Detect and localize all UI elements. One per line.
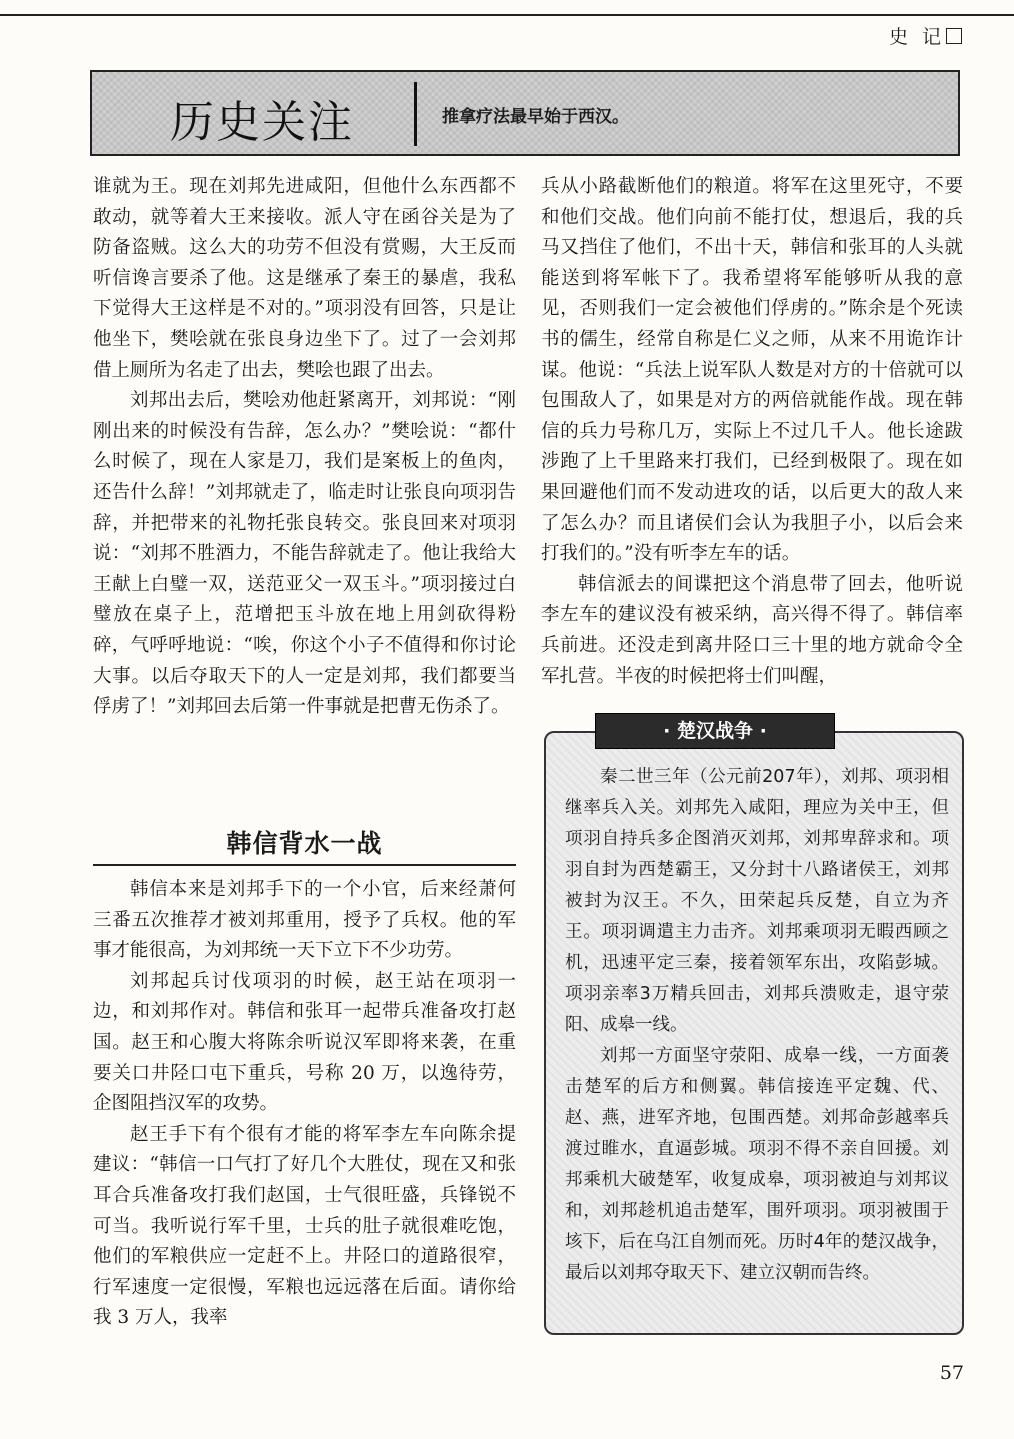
paragraph: 韩信派去的间谍把这个消息带了回去，他听说李左车的建议没有被采纳，高兴得不得了。韩信率兵前进。还没走到离井陉口三十里的地方就命令全军扎营。半夜的时候把将士们叫醒， bbox=[541, 573, 963, 687]
banner-note: 推拿疗法最早始于西汉。 bbox=[442, 107, 629, 127]
running-header bbox=[889, 22, 962, 49]
sidebar-title: · 楚汉战争 · bbox=[595, 713, 835, 749]
square-ornament-icon bbox=[946, 28, 962, 44]
sidebar-content bbox=[565, 762, 949, 1289]
paragraph: 刘邦起兵讨伐项羽的时候，赵王站在项羽一边，和刘邦作对。韩信和张耳一起带兵准备攻打赵国。赵王和心腹大将陈余听说汉军即将来袭，在重要关口井陉口屯下重兵，号称 20 万，以逸待劳，企图阻挡汉军的攻势。 bbox=[93, 970, 516, 1115]
paragraph: 赵王手下有个很有才能的将军李左车向陈余提建议：“韩信一口气打了好几个大胜仗，现在又和张耳合兵准备攻打我们赵国，士气很旺盛，兵锋锐不可当。我听说行军千里，士兵的肚子就很难吃饱，他们的军粮供应一定赶不上。井陉口的道路很窄，行军速度一定很慢，军粮也远远落在后面。请你给我 3 万人，我率 bbox=[93, 1123, 516, 1329]
sidebar-paragraph: 刘邦一方面坚守荥阳、成皋一线，一方面袭击楚军的后方和侧翼。韩信接连平定魏、代、赵、燕，进军齐地，包围西楚。刘邦命彭越率兵渡过睢水，直逼彭城。项羽不得不亲自回援。刘邦乘机大破楚军，收复成皋，项羽被迫与刘邦议和，刘邦趁机追击楚军，围歼项羽。项羽被围于垓下，后在乌江自刎而死。历时4年的楚汉战争，最后以刘邦夺取天下、建立汉朝而告终。 bbox=[565, 1046, 949, 1283]
paragraph: 谁就为王。现在刘邦先进咸阳，但他什么东西都不敢动，就等着大王来接收。派人守在函谷关是为了防备盗贼。这么大的功劳不但没有赏赐，大王反而听信谗言要杀了他。这是继承了秦王的暴虐，我私下觉得大王这样是不对的。”项羽没有回答，只是让他坐下，樊哙就在张良身边坐下了。过了一会刘邦借上厕所为名走了出去，樊哙也跟了出去。 bbox=[93, 176, 516, 381]
right-column bbox=[541, 172, 963, 692]
left-column-section bbox=[93, 875, 516, 1334]
page-number: 57 bbox=[939, 1362, 964, 1384]
section-rule bbox=[93, 864, 516, 866]
book-label: 史 记 bbox=[888, 26, 945, 48]
left-column-top bbox=[93, 172, 516, 723]
paragraph: 兵从小路截断他们的粮道。将军在这里死守，不要和他们交战。他们向前不能打仗，想退后，我的兵马又挡住了他们，不出十天，韩信和张耳的人头就能送到将军帐下了。我希望将军能够听从我的意见，否则我们一定会被他们俘虏的。”陈余是个死读书的儒生，经常自称是仁义之师，从来不用诡诈计谋。他说：“兵法上说军队人数是对方的十倍就可以包围敌人了，如果是对方的两倍就能作战。现在韩信的兵力号称几万，实际上不过几千人。他长途跋涉跑了上千里路来打我们，已经到极限了。现在如果回避他们而不发动进攻的话，以后更大的敌人来了怎么办？而且诸侯们会认为我胆子小，以后会来打我们的。”没有听李左车的话。 bbox=[541, 176, 963, 565]
section-heading: 韩信背水一战 bbox=[226, 829, 383, 858]
history-focus-banner bbox=[90, 70, 960, 156]
paragraph: 刘邦出去后，樊哙劝他赶紧离开，刘邦说：“刚刚出来的时候没有告辞，怎么办？”樊哙说：“都什么时候了，现在人家是刀，我们是案板上的鱼肉，还告什么辞！”刘邦就走了，临走时让张良向项羽告辞，并把带来的礼物托张良转交。张良回来对项羽说：“刘邦不胜酒力，不能告辞就走了。他让我给大王献上白璧一双，送范亚父一双玉斗。”项羽接过白璧放在桌子上，范增把玉斗放在地上用剑砍得粉碎，气呼呼地说：“唉，你这个小子不值得和你讨论大事。以后夺取天下的人一定是刘邦，我们都要当俘虏了！”刘邦回去后第一件事就是把曹无伤杀了。 bbox=[93, 390, 516, 718]
sidebar-paragraph: 秦二世三年（公元前207年），刘邦、项羽相继率兵入关。刘邦先入咸阳，理应为关中王，但项羽自持兵多企图消灭刘邦，刘邦卑辞求和。项羽自封为西楚霸王，又分封十八路诸侯王，刘邦被封为汉王。不久，田荣起兵反楚，自立为齐王。项羽调遣主力击齐。刘邦乘项羽无暇西顾之机，迅速平定三秦，接着领军东出，攻陷彭城。项羽亲率3万精兵回击，刘邦兵溃败走，退守荥阳、成皋一线。 bbox=[565, 767, 949, 1035]
top-rule bbox=[0, 14, 1014, 16]
paragraph: 韩信本来是刘邦手下的一个小官，后来经萧何三番五次推荐才被刘邦重用，授予了兵权。他的军事才能很高，为刘邦统一天下立下不少功劳。 bbox=[93, 879, 516, 962]
banner-divider bbox=[414, 82, 417, 146]
banner-title: 历史关注 bbox=[170, 97, 354, 148]
